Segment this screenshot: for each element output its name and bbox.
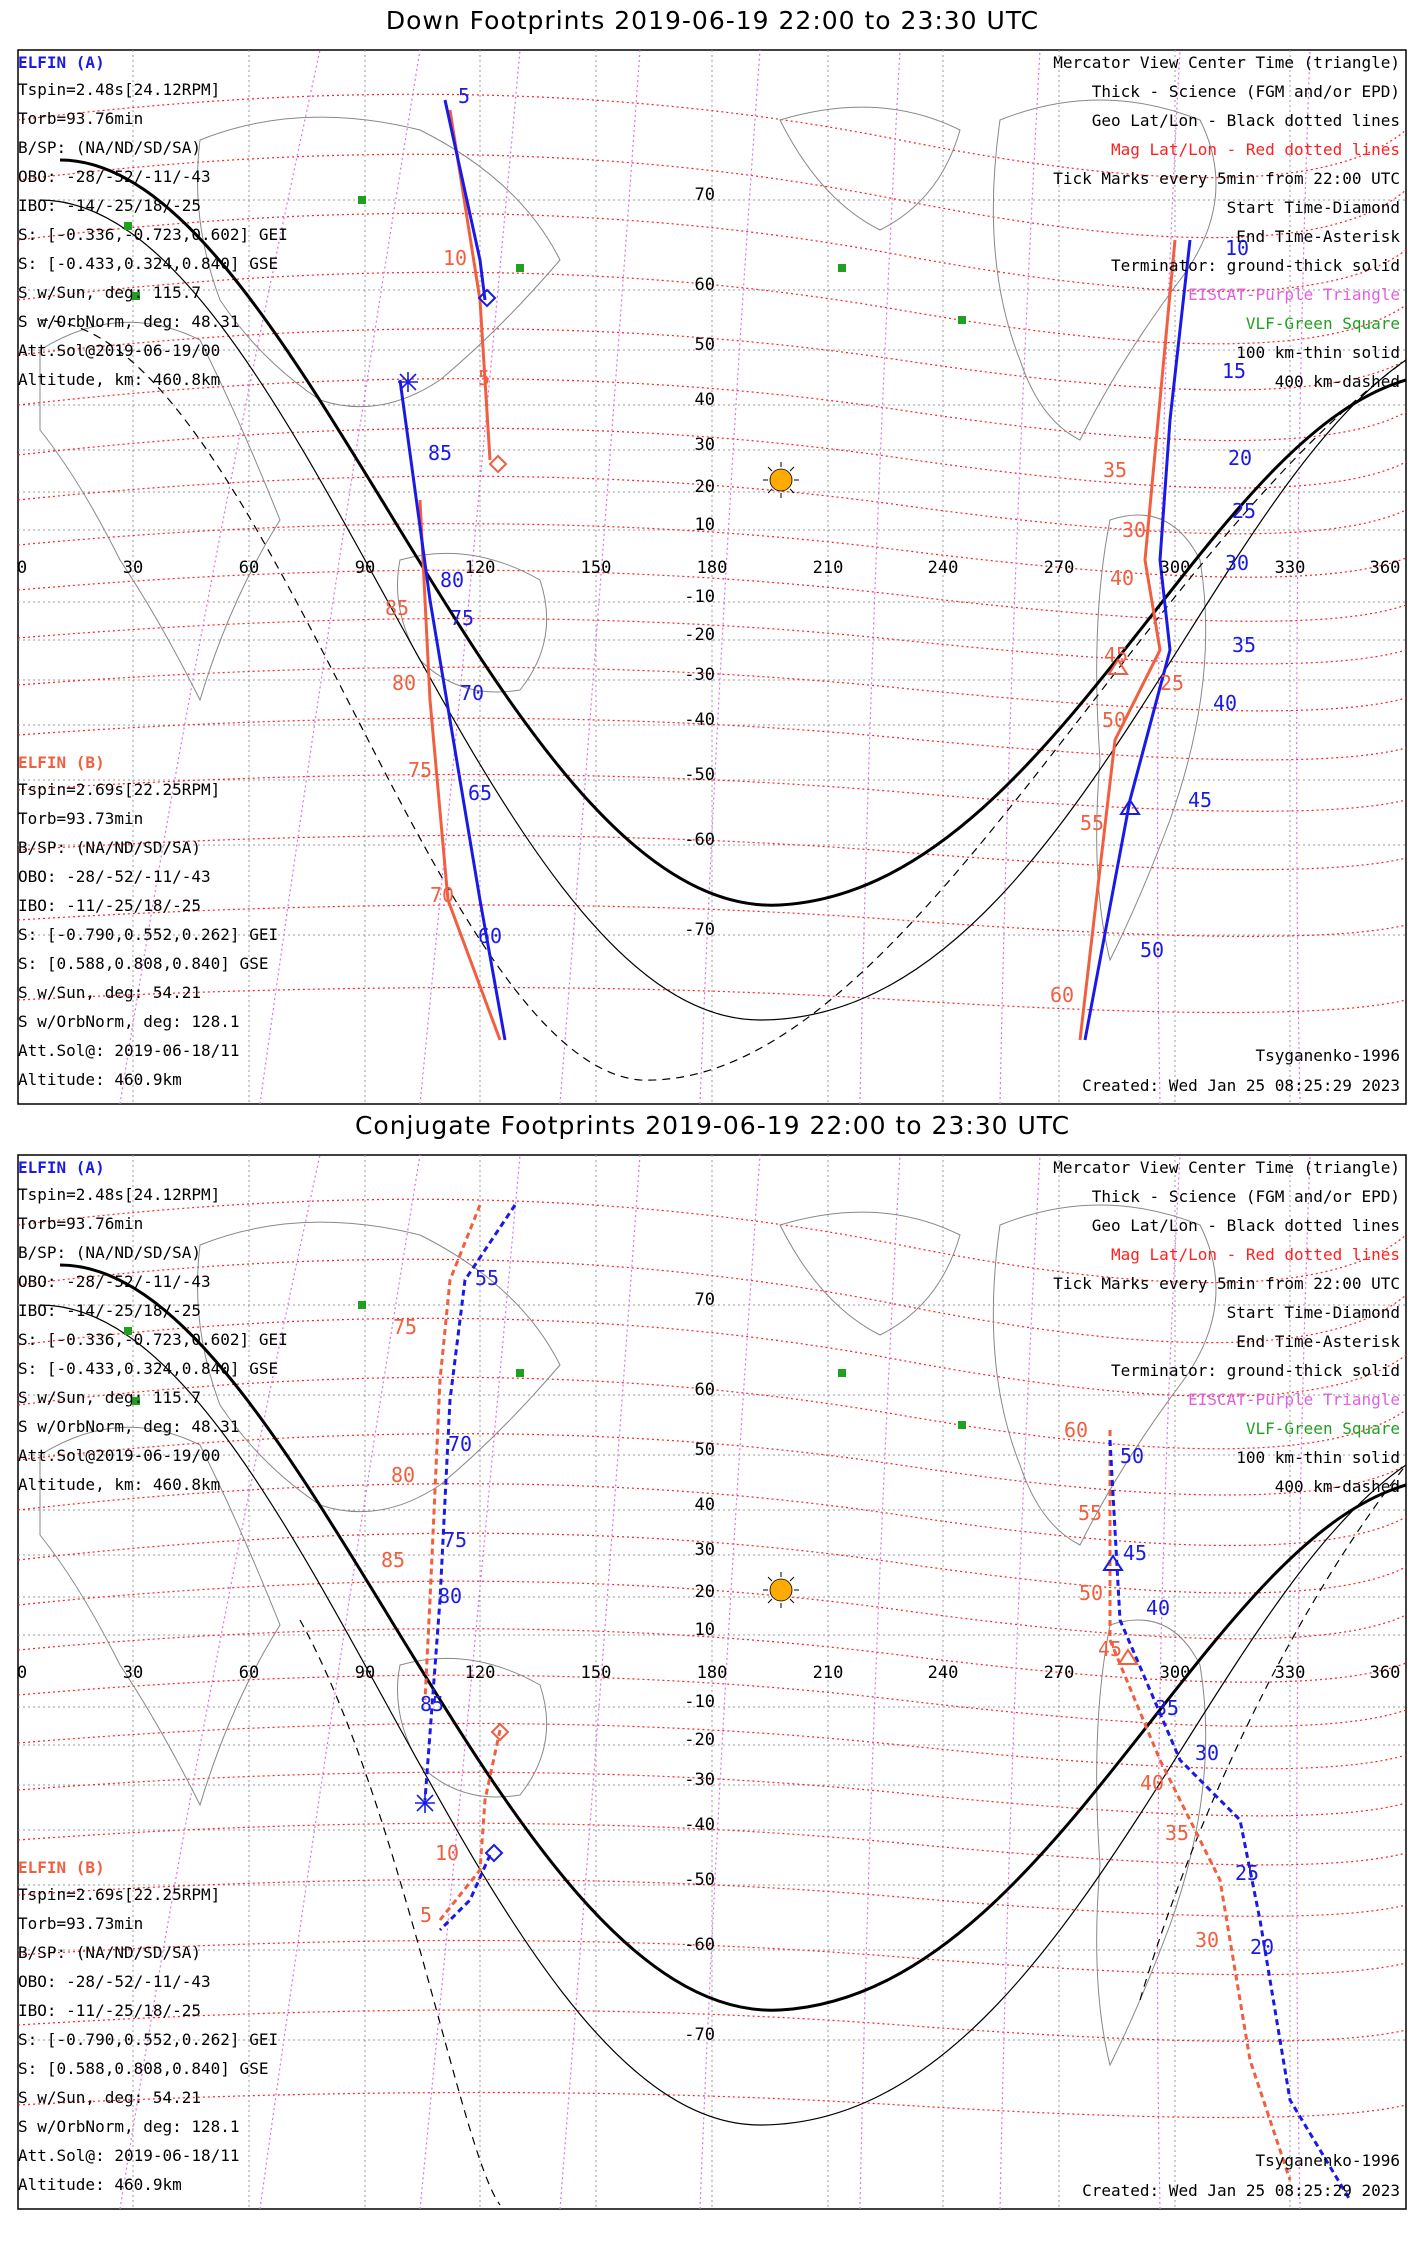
elfin-a-tick-label: 5 [458, 84, 471, 108]
elfin-b-info-line: S: [0.588,0.808,0.840] GSE [18, 954, 269, 973]
elfin-b-info-line: S w/Sun, deg: 54.21 [18, 983, 202, 1002]
legend-line: 100 km-thin solid [1236, 1448, 1400, 1467]
legend-line: VLF-Green Square [1245, 1419, 1400, 1438]
lat-tick: 70 [694, 1290, 715, 1310]
lat-tick: -30 [684, 665, 715, 685]
lat-tick: 50 [694, 1440, 715, 1460]
elfin-a-tick-label: 80 [438, 1584, 463, 1608]
elfin-b-tick-label: 75 [393, 1315, 418, 1339]
elfin-a-tick-label: 75 [450, 606, 475, 630]
lat-tick: 30 [694, 1540, 715, 1560]
lat-tick: -70 [684, 2025, 715, 2045]
elfin-a-tick-label: 85 [428, 441, 453, 465]
elfin-a-tick-label: 50 [1140, 938, 1165, 962]
lat-tick: 30 [694, 435, 715, 455]
elfin-a-tick-label: 80 [440, 568, 465, 592]
elfin-a-tick-label: 30 [1195, 1741, 1220, 1765]
center-triangle-a-2 [1104, 1556, 1122, 1570]
elfin-a-tick-label: 75 [443, 1528, 468, 1552]
legend-line: Start Time-Diamond [1226, 1303, 1400, 1322]
lon-tick: 90 [354, 558, 376, 578]
elfin-a-tick-label: 85 [420, 1692, 445, 1716]
elfin-b-info-line: IBO: -11/-25/18/-25 [18, 896, 202, 915]
sun-icon [763, 462, 799, 498]
elfin-b-tick-label: 45 [1098, 1637, 1123, 1661]
lon-tick: 30 [122, 1663, 144, 1683]
lat-tick: -50 [684, 765, 715, 785]
lat-tick: -40 [684, 710, 715, 730]
elfin-a-info-line: Tspin=2.48s[24.12RPM] [18, 1185, 221, 1204]
lon-tick: 360 [1369, 558, 1401, 578]
lon-tick: 90 [354, 1663, 376, 1683]
elfin-a-info-line: Torb=93.76min [18, 1214, 144, 1233]
elfin-a-tick-label: 70 [448, 1432, 473, 1456]
lat-tick: 40 [694, 390, 715, 410]
elfin-b-tick-label: 60 [1064, 1418, 1089, 1442]
elfin-a-tick-label: 40 [1146, 1596, 1171, 1620]
elfin-a-info-line: Tspin=2.48s[24.12RPM] [18, 80, 221, 99]
legend-line: Tick Marks every 5min from 22:00 UTC [1053, 1274, 1400, 1293]
legend-line: Mag Lat/Lon - Red dotted lines [1111, 1245, 1400, 1264]
elfin-b-tick-label: 85 [385, 596, 410, 620]
elfin-b-tick-label: 80 [391, 1463, 416, 1487]
elfin-b-header: ELFIN (B) [18, 1858, 105, 1877]
elfin-b-tick-label: 50 [1102, 708, 1127, 732]
elfin-a-info-line: S: [-0.433,0.324,0.840] GSE [18, 254, 279, 273]
elfin-b-tick-label: 5 [478, 366, 491, 390]
elfin-a-info-line: Att.Sol@2019-06-19/00 [18, 1446, 221, 1465]
elfin-b-info-line: S w/OrbNorm, deg: 128.1 [18, 2117, 240, 2136]
legend-line: Mag Lat/Lon - Red dotted lines [1111, 140, 1400, 159]
lon-tick: 60 [238, 558, 260, 578]
lon-tick: 120 [464, 1663, 496, 1683]
elfin-a-info-line: S w/OrbNorm, deg: 48.31 [18, 1417, 240, 1436]
elfin-a-info-line: S: [-0.433,0.324,0.840] GSE [18, 1359, 279, 1378]
lat-tick: -60 [684, 830, 715, 850]
legend-line: EISCAT-Purple Triangle [1188, 1390, 1400, 1409]
created-label: Created: Wed Jan 25 08:25:29 2023 [1082, 2181, 1400, 2200]
elfin-b-tick-label: 55 [1078, 1501, 1103, 1525]
elfin-b-tick-label: 80 [392, 671, 417, 695]
terminator-400km-2 [300, 1465, 1406, 2205]
elfin-b-info-line: S: [0.588,0.808,0.840] GSE [18, 2059, 269, 2078]
elfin-b-tick-label: 70 [430, 883, 455, 907]
lat-tick: 20 [694, 477, 715, 497]
lat-tick: 10 [694, 515, 715, 535]
sun-icon-2 [763, 1572, 799, 1608]
legend-line: End Time-Asterisk [1236, 1332, 1400, 1351]
elfin-b-tick-label: 30 [1122, 518, 1147, 542]
legend-line: VLF-Green Square [1245, 314, 1400, 333]
lon-tick: 60 [238, 1663, 260, 1683]
elfin-a-tick-label: 70 [460, 681, 485, 705]
lon-tick: 330 [1274, 1663, 1306, 1683]
legend-line: 400 km-dashed [1274, 372, 1400, 391]
lat-tick: 50 [694, 335, 715, 355]
elfin-a-tick-label: 20 [1228, 446, 1253, 470]
elfin-b-tick-label: 50 [1079, 1581, 1104, 1605]
elfin-a-conj-mid [440, 1855, 490, 1930]
lat-tick: -50 [684, 1870, 715, 1890]
lat-tick: 20 [694, 1582, 715, 1602]
lon-tick: 240 [927, 1663, 959, 1683]
elfin-b-tick-label: 40 [1110, 566, 1135, 590]
lon-tick: 0 [16, 1663, 28, 1683]
model-label: Tsyganenko-1996 [1255, 2151, 1400, 2170]
elfin-a-info-line: S: [-0.336,-0.723,0.602] GEI [18, 1330, 288, 1349]
elfin-a-tick-label: 45 [1188, 788, 1213, 812]
end-asterisk-a-2 [415, 1793, 435, 1813]
legend-line: Mercator View Center Time (triangle) [1053, 53, 1400, 72]
elfin-b-info-line: Tspin=2.69s[22.25RPM] [18, 1885, 221, 1904]
elfin-b-tick-label: 30 [1195, 1928, 1220, 1952]
model-label: Tsyganenko-1996 [1255, 1046, 1400, 1065]
elfin-b-info-line: Torb=93.73min [18, 809, 144, 828]
lat-tick: -10 [684, 587, 715, 607]
legend-line: Tick Marks every 5min from 22:00 UTC [1053, 169, 1400, 188]
legend-line: Start Time-Diamond [1226, 198, 1400, 217]
elfin-b-info-line: S: [-0.790,0.552,0.262] GEI [18, 925, 279, 944]
lat-tick: 70 [694, 185, 715, 205]
elfin-a-info-line: OBO: -28/-52/-11/-43 [18, 1272, 211, 1291]
start-diamond-b [490, 456, 506, 472]
elfin-a-tick-label: 15 [1222, 359, 1247, 383]
created-label: Created: Wed Jan 25 08:25:29 2023 [1082, 1076, 1400, 1095]
elfin-b-info-line: S: [-0.790,0.552,0.262] GEI [18, 2030, 279, 2049]
lat-tick: 60 [694, 1380, 715, 1400]
elfin-a-info-line: B/SP: (NA/ND/SD/SA) [18, 1243, 202, 1262]
elfin-a-info-line: S w/Sun, deg: 115.7 [18, 1388, 202, 1407]
elfin-a-tick-label: 50 [1120, 1444, 1145, 1468]
lat-tick: -30 [684, 1770, 715, 1790]
lat-tick: -70 [684, 920, 715, 940]
lat-tick: 10 [694, 1620, 715, 1640]
legend-line: Mercator View Center Time (triangle) [1053, 1158, 1400, 1177]
lon-tick: 150 [580, 558, 612, 578]
elfin-a-tick-label: 60 [478, 924, 503, 948]
elfin-b-info-line: B/SP: (NA/ND/SD/SA) [18, 1943, 202, 1962]
legend-line: Thick - Science (FGM and/or EPD) [1091, 1187, 1400, 1206]
elfin-a-info-line: Att.Sol@2019-06-19/00 [18, 341, 221, 360]
legend-line: EISCAT-Purple Triangle [1188, 285, 1400, 304]
elfin-b-info-line: Torb=93.73min [18, 1914, 144, 1933]
elfin-b-tick-label: 75 [408, 758, 433, 782]
legend-line: Terminator: ground-thick solid [1111, 256, 1400, 275]
elfin-b-info-line: OBO: -28/-52/-11/-43 [18, 1972, 211, 1991]
lon-tick: 360 [1369, 1663, 1401, 1683]
lon-tick: 300 [1159, 1663, 1191, 1683]
lon-tick: 180 [696, 1663, 728, 1683]
elfin-b-tick-label: 35 [1103, 458, 1128, 482]
elfin-a-info-line: Altitude, km: 460.8km [18, 370, 221, 389]
lon-tick: 210 [812, 558, 844, 578]
elfin-b-info-line: Altitude: 460.9km [18, 1070, 182, 1089]
elfin-a-tick-label: 35 [1155, 1696, 1180, 1720]
elfin-b-tick-label: 10 [443, 246, 468, 270]
lon-tick: 270 [1043, 558, 1075, 578]
elfin-b-conj-mid [440, 1730, 500, 1920]
end-asterisk-a [398, 372, 418, 392]
elfin-a-info-line: S: [-0.336,-0.723,0.602] GEI [18, 225, 288, 244]
elfin-b-info-line: OBO: -28/-52/-11/-43 [18, 867, 211, 886]
elfin-a-info-line: OBO: -28/-52/-11/-43 [18, 167, 211, 186]
lon-tick: 240 [927, 558, 959, 578]
elfin-b-tick-label: 40 [1140, 1771, 1165, 1795]
legend-line: End Time-Asterisk [1236, 227, 1400, 246]
lon-tick: 330 [1274, 558, 1306, 578]
lat-tick: -20 [684, 625, 715, 645]
lat-tick: 60 [694, 275, 715, 295]
elfin-a-tick-label: 40 [1213, 691, 1238, 715]
elfin-a-tick-label: 10 [1225, 236, 1250, 260]
lon-tick: 150 [580, 1663, 612, 1683]
elfin-a-tick-label: 30 [1225, 551, 1250, 575]
elfin-b-tick-label: 55 [1080, 811, 1105, 835]
elfin-b-info-line: B/SP: (NA/ND/SD/SA) [18, 838, 202, 857]
elfin-b-tick-label: 10 [435, 1841, 460, 1865]
panel-2-title: Conjugate Footprints 2019-06-19 22:00 to 23:30 UTC [354, 1111, 1071, 1140]
lat-tick: -40 [684, 1815, 715, 1835]
elfin-b-tick-label: 45 [1104, 643, 1129, 667]
legend-line: 400 km-dashed [1274, 1477, 1400, 1496]
elfin-b-info-line: Altitude: 460.9km [18, 2175, 182, 2194]
elfin-b-tick-label: 85 [381, 1548, 406, 1572]
elfin-b-info-line: S w/Sun, deg: 54.21 [18, 2088, 202, 2107]
elfin-a-tick-label: 20 [1250, 1935, 1275, 1959]
lon-tick: 300 [1159, 558, 1191, 578]
elfin-b-info-line: S w/OrbNorm, deg: 128.1 [18, 1012, 240, 1031]
elfin-b-tick-label: 25 [1160, 671, 1185, 695]
lon-tick: 0 [16, 558, 28, 578]
elfin-a-tick-label: 55 [475, 1266, 500, 1290]
elfin-a-info-line: B/SP: (NA/ND/SD/SA) [18, 138, 202, 157]
elfin-a-header: ELFIN (A) [18, 1158, 105, 1177]
elfin-a-info-line: S w/Sun, deg: 115.7 [18, 283, 202, 302]
elfin-b-header: ELFIN (B) [18, 753, 105, 772]
elfin-a-tick-label: 45 [1123, 1541, 1148, 1565]
elfin-a-header: ELFIN (A) [18, 53, 105, 72]
lat-tick: -20 [684, 1730, 715, 1750]
elfin-a-info-line: IBO: -14/-25/18/-25 [18, 1301, 202, 1320]
elfin-b-info-line: Att.Sol@: 2019-06-18/11 [18, 1041, 240, 1060]
elfin-a-info-line: Torb=93.76min [18, 109, 144, 128]
elfin-a-tick-label: 25 [1235, 1861, 1260, 1885]
lat-tick: -60 [684, 1935, 715, 1955]
legend-line: Geo Lat/Lon - Black dotted lines [1091, 111, 1400, 130]
panel-1-title: Down Footprints 2019-06-19 22:00 to 23:30 UTC [385, 6, 1040, 35]
legend-line: 100 km-thin solid [1236, 343, 1400, 362]
lat-tick: -10 [684, 1692, 715, 1712]
lon-tick: 210 [812, 1663, 844, 1683]
lat-tick: 40 [694, 1495, 715, 1515]
legend-line: Geo Lat/Lon - Black dotted lines [1091, 1216, 1400, 1235]
elfin-a-tick-label: 35 [1232, 633, 1257, 657]
lon-tick: 120 [464, 558, 496, 578]
elfin-b-info-line: Tspin=2.69s[22.25RPM] [18, 780, 221, 799]
elfin-b-info-line: Att.Sol@: 2019-06-18/11 [18, 2146, 240, 2165]
elfin-a-tick-label: 25 [1232, 499, 1257, 523]
elfin-b-info-line: IBO: -11/-25/18/-25 [18, 2001, 202, 2020]
elfin-a-info-line: Altitude, km: 460.8km [18, 1475, 221, 1494]
legend-line: Thick - Science (FGM and/or EPD) [1091, 82, 1400, 101]
lon-tick: 270 [1043, 1663, 1075, 1683]
elfin-a-tick-label: 65 [468, 781, 493, 805]
elfin-b-tick-label: 60 [1050, 983, 1075, 1007]
elfin-b-tick-label: 35 [1165, 1821, 1190, 1845]
legend-line: Terminator: ground-thick solid [1111, 1361, 1400, 1380]
elfin-a-info-line: S w/OrbNorm, deg: 48.31 [18, 312, 240, 331]
elfin-a-info-line: IBO: -14/-25/18/-25 [18, 196, 202, 215]
lon-tick: 30 [122, 558, 144, 578]
lon-tick: 180 [696, 558, 728, 578]
elfin-b-tick-label: 5 [420, 1903, 433, 1927]
